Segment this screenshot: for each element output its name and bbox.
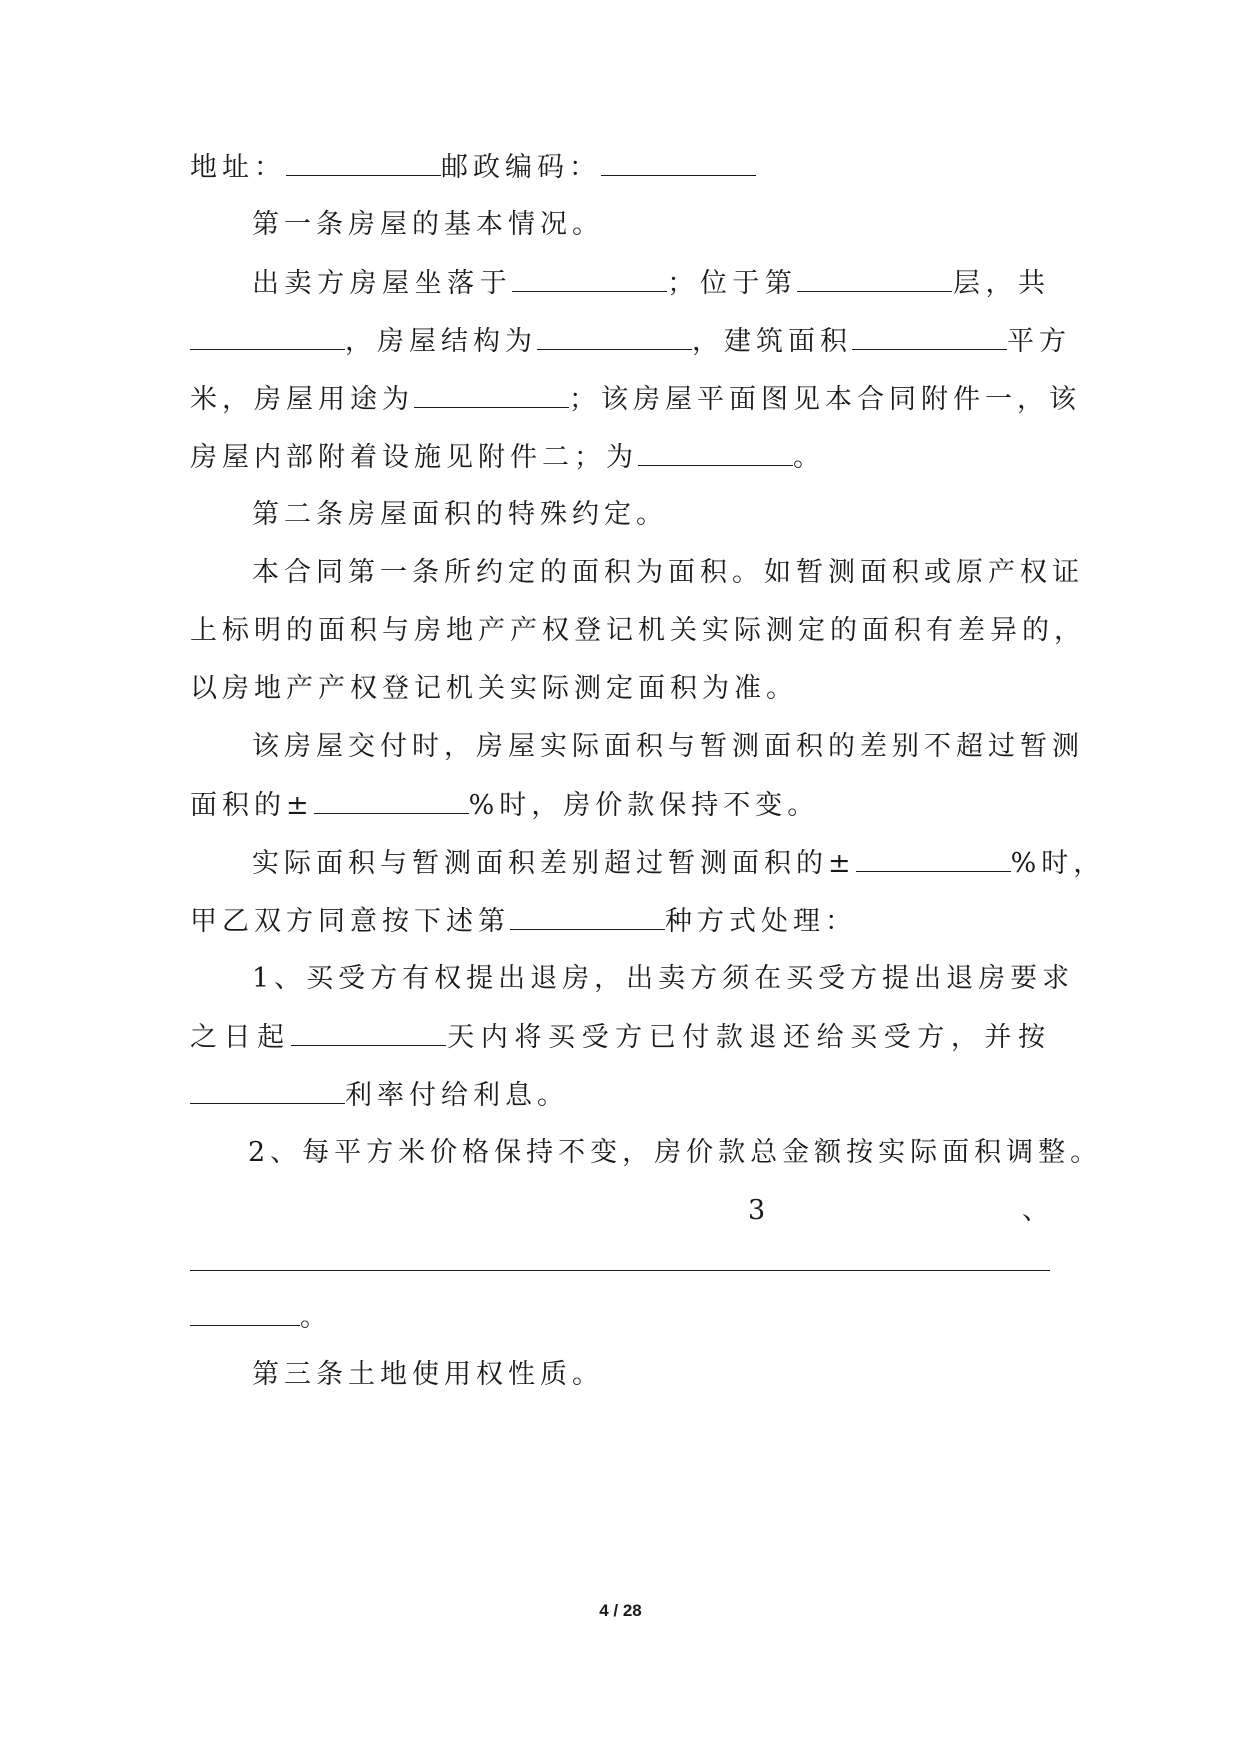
article-2-title: 第二条房屋面积的特殊约定。 (252, 499, 668, 530)
address-line (190, 147, 1050, 187)
article-1-para-line-4 (190, 437, 1050, 477)
option-3-line-end (190, 1297, 1050, 1337)
article-2-para-1-line-1: 本合同第一条所约定的面积为面积。如暂测面积或原产权证 (252, 557, 1084, 588)
option-1-line-3 (190, 1075, 1050, 1115)
article-1-para-line-1 (252, 263, 1050, 303)
text: 。 (300, 1302, 332, 1333)
option-3-separator: 、 (1022, 1195, 1054, 1226)
option-2: 2、每平方米价格保持不变，房价款总金额按实际面积调整。 (248, 1137, 1103, 1168)
location-blank (512, 263, 667, 292)
article-2-para-2-line-2 (190, 785, 1050, 825)
total-floors-blank (190, 321, 345, 350)
text: 种方式处理： (665, 906, 857, 937)
text: 实际面积与暂测面积差别超过暂测面积的± (252, 848, 856, 879)
text: 天内将买受方已付款退还给买受方，并按 (445, 1022, 1051, 1053)
text: 层，共 (952, 268, 1051, 299)
article-2-para-1-line-3: 以房地产产权登记机关实际测定面积为准。 (190, 673, 798, 704)
floor-blank (797, 263, 952, 292)
article-2-para-2-line-1: 该房屋交付时，房屋实际面积与暂测面积的差别不超过暂测 (252, 731, 1084, 762)
text: ；该房屋平面图见本合同附件一，该 (569, 384, 1081, 415)
interest-rate-blank (190, 1075, 345, 1104)
option-1-line-2 (190, 1017, 1050, 1057)
text: 平方 (1007, 326, 1071, 357)
text: 面积的± (190, 790, 314, 821)
article-2-para-3-line-1 (252, 843, 1106, 883)
structure-blank (537, 321, 692, 350)
text: 房屋内部附着设施见附件二；为 (190, 442, 638, 473)
excess-tolerance-blank (856, 843, 1011, 872)
purpose-blank (638, 437, 793, 466)
postcode-label: 邮政编码： (441, 152, 601, 183)
text: 米，房屋用途为 (190, 384, 414, 415)
method-blank (510, 901, 665, 930)
tolerance-blank (314, 785, 469, 814)
page-number: 4 / 28 (599, 1601, 642, 1620)
usage-blank (414, 379, 569, 408)
address-label: 地址： (190, 152, 286, 183)
option-3-blank-end (190, 1297, 300, 1326)
option-1-line-1: 1、买受方有权提出退房，出卖方须在买受方提出退房要求 (252, 963, 1075, 994)
address-blank (286, 147, 441, 176)
text: %时， (1010, 848, 1106, 879)
article-1-title: 第一条房屋的基本情况。 (252, 209, 604, 240)
text: 之日起 (190, 1022, 291, 1053)
text: %时，房价款保持不变。 (468, 790, 820, 821)
text: ，房屋结构为 (345, 326, 537, 357)
article-2-para-1-line-2: 上标明的面积与房地产产权登记机关实际测定的面积有差异的， (190, 615, 1086, 646)
text: 出卖方房屋坐落于 (252, 268, 513, 299)
postcode-blank (601, 147, 756, 176)
article-3-title: 第三条土地使用权性质。 (252, 1359, 604, 1390)
article-2-para-3-line-2 (190, 901, 1050, 941)
article-1-para-line-3 (190, 379, 1081, 419)
text: 甲乙双方同意按下述第 (190, 906, 510, 937)
text: 。 (793, 442, 825, 473)
text: 利率付给利息。 (345, 1080, 569, 1111)
days-blank (291, 1017, 446, 1046)
area-blank (852, 321, 1007, 350)
article-1-para-line-2 (190, 321, 1071, 361)
option-3-blank-full (190, 1270, 1050, 1271)
text: ；位于第 (667, 268, 798, 299)
text: ，建筑面积 (692, 326, 852, 357)
option-3-number: 3 (748, 1195, 771, 1226)
